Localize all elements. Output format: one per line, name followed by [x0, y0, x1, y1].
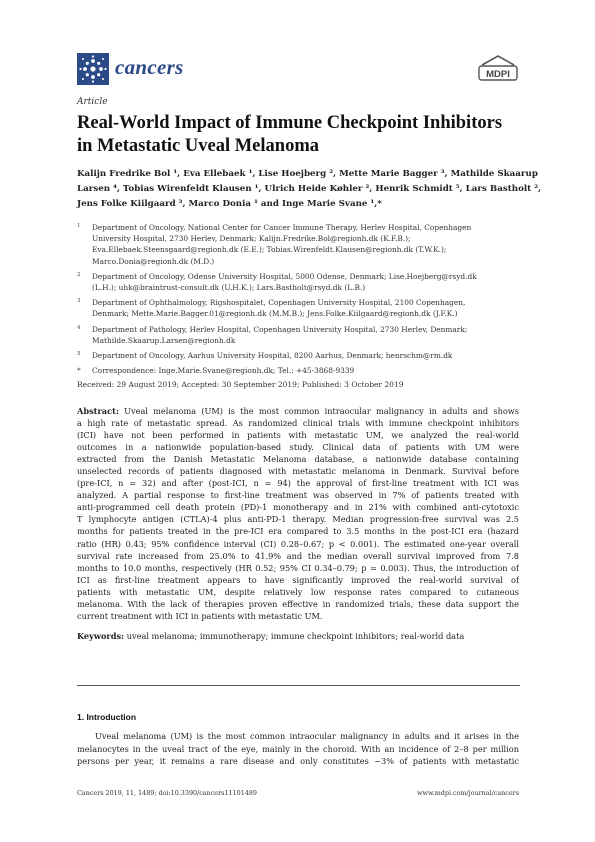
- affiliation-number: 1: [77, 223, 81, 229]
- affiliation-line[interactable]: University Hospital, 2730 Herlev, Denmark; Kalijn.Fredrike.Bol@regionh.dk (K.F.B.);: [92, 234, 411, 244]
- abstract-line: T lymphocyte antigen (CTLA)-4 plus anti-PD-1 therapy. Median progression-free survival was 2.5: [77, 514, 519, 525]
- affiliation-line[interactable]: Mathilde.Skaarup.Larsen@regionh.dk: [92, 335, 236, 345]
- article-title: [77, 112, 527, 158]
- affiliation-number: 4: [77, 324, 81, 331]
- abstract-line: ratio (HR) 0.43; 95% confidence interval (CI) 0.28–0.67; p < 0.001). The estimated one-year overall: [77, 538, 519, 549]
- abstract-line: extracted from the Danish Metastatic Melanoma database, a nationwide database containing: [77, 454, 519, 465]
- introduction-body: [77, 730, 519, 768]
- affiliation-item: [77, 324, 522, 346]
- abstract-line: survival rate increased from 25.0% to 41.9% and the median overall survival improved from 7.8: [77, 550, 519, 561]
- body-line: Uveal melanoma (UM) is the most common intraocular malignancy in adults and it arises in the: [95, 731, 519, 741]
- abstract-line: analyzed. A partial response to first-line treatment was observed in 7% of patients treated with: [77, 490, 519, 501]
- body-line: persons per year, it remains a rare disease and only constitutes ~3% of patients with metastatic: [77, 756, 519, 767]
- svg-text:MDPI: MDPI: [486, 69, 510, 80]
- affiliation-number: 5: [77, 351, 81, 358]
- affiliation-line: Department of Pathology, Herlev Hospital, Copenhagen University Hospital, 2730 Herlev, Denmark;: [92, 324, 468, 334]
- publication-history: Received: 29 August 2019; Accepted: 30 September 2019; Published: 3 October 2019: [77, 380, 404, 389]
- abstract-line: outcomes in a nationwide population-based study. Clinical data of patients with UM were: [77, 442, 519, 453]
- publisher-logo-icon: [476, 55, 520, 83]
- body-line: melanocytes in the uveal tract of the eye, mainly in the choroid. With an incidence of 2–8 per million: [77, 743, 519, 754]
- keywords-text: uveal melanoma; immunotherapy; immune checkpoint inhibitors; real-world data: [126, 631, 465, 641]
- abstract-line: current treatment with ICI in patients with metastatic UM.: [77, 610, 323, 621]
- affiliation-line[interactable]: Denmark; Mette.Marie.Bagger.01@regionh.dk (M.M.B.); Jens.Folke.Kiilgaard@regionh.dk (J.F.K.): [92, 309, 458, 319]
- correspondence-text[interactable]: Correspondence: Inge.Marie.Svane@regionh.dk; Tel.: +45-3868-9339: [92, 366, 355, 376]
- title-line: in Metastatic Uveal Melanoma: [77, 136, 319, 156]
- abstract-line: unselected records of patients diagnosed with metastatic melanoma in Denmark. Survival before: [77, 466, 519, 477]
- affiliation-item: [77, 350, 522, 361]
- abstract-line: ICI as first-line treatment appears to have significantly improved the real-world survival of: [77, 574, 519, 585]
- abstract-line: patients with metastatic UM, despite relatively low response rates compared to cutaneous: [77, 586, 519, 597]
- section-heading: 1. Introduction: [77, 712, 137, 722]
- affiliation-line: Department of Ophthalmology, Rigshospitalet, Copenhagen University Hospital, 2100 Copenhagen,: [92, 298, 466, 308]
- author-line: Jens Folke Kiilgaard ³, Marco Donia ¹ and Inge Marie Svane ¹,*: [77, 199, 382, 209]
- correspondence-mark: *: [77, 366, 81, 376]
- affiliation-item: [77, 222, 522, 267]
- affiliation-number: 2: [77, 271, 81, 278]
- citation: Cancers 2019, 11, 1489; doi:10.3390/cancers11101489: [77, 789, 257, 797]
- affiliation-line[interactable]: Department of Oncology, Aarhus University Hospital, 8200 Aarhus, Denmark; henrschm@rm.dk: [92, 351, 453, 361]
- abstract-line: melanoma. With the lack of therapies proven effective in randomized trials, these data support the: [77, 598, 519, 609]
- author-line: Larsen ⁴, Tobias Wirenfeldt Klausen ¹, Ulrich Heide Køhler ², Henrik Schmidt ⁵, Lars Bastholt ²,: [77, 184, 542, 194]
- author-list: [77, 167, 542, 212]
- article-type: Article: [77, 97, 108, 107]
- affiliation-line[interactable]: Marco.Donia@regionh.dk (M.D.): [92, 256, 215, 266]
- affiliation-line: Department of Oncology, National Center for Cancer Immune Therapy, Herlev Hospital, Copenhagen: [92, 223, 472, 232]
- keywords-label: Keywords:: [77, 631, 125, 641]
- abstract-line: months for patients treated in the pre-ICI era compared to 3.5 months in the post-ICI era (hazard: [77, 526, 519, 537]
- abstract-label: Abstract:: [77, 406, 119, 416]
- affiliation-item: [77, 297, 522, 319]
- title-line: Real-World Impact of Immune Checkpoint Inhibitors: [77, 113, 503, 133]
- abstract-line: a high rate of metastatic spread. As randomized clinical trials with immune checkpoint inhibitors: [77, 418, 519, 429]
- affiliation-line[interactable]: (L.H.); uhk@braintrust-consult.dk (U.H.K.); Lars.Bastholt@rsyd.dk (L.B.): [92, 283, 366, 293]
- affiliations: [77, 222, 522, 376]
- correspondence: [77, 365, 522, 376]
- journal-url-link[interactable]: www.mdpi.com/journal/cancers: [417, 789, 519, 797]
- affiliation-line[interactable]: Eva.Ellebaek.Steensgaard@regionh.dk (E.E.); Tobias.Wirenfeldt.Klausen@regionh.dk (T.W.K.);: [92, 245, 447, 255]
- abstract-line: anti-programmed cell death protein (PD)-1 monotherapy and in 21% with combined anti-cytotoxic: [77, 502, 519, 513]
- affiliation-number: 3: [77, 298, 81, 305]
- keywords: [77, 631, 464, 641]
- affiliation-item: [77, 271, 522, 293]
- journal-logo-icon: [77, 53, 109, 85]
- abstract-line: (ICI) have not been performed in patients with metastatic UM, we analyzed the real-world: [77, 430, 519, 441]
- divider: [77, 685, 520, 686]
- abstract-line: (pre-ICI, n = 32) and after (post-ICI, n = 94) the approval of first-line treatment with ICI was: [77, 478, 519, 489]
- abstract-line: months to 10.0 months, respectively (HR 0.52; 95% CI 0.34–0.79; p = 0.003). Thus, the introduction of: [77, 562, 519, 573]
- abstract: [77, 405, 519, 622]
- journal-name: cancers: [115, 55, 184, 79]
- affiliation-line[interactable]: Department of Oncology, Odense University Hospital, 5000 Odense, Denmark; Lise.Hoejberg@rsyd.dk: [92, 271, 477, 281]
- author-line: Kalijn Fredrike Bol ¹, Eva Ellebaek ¹, Lise Hoejberg ², Mette Marie Bagger ³, Mathilde Skaarup: [77, 169, 538, 179]
- abstract-line: Abstract: Uveal melanoma (UM) is the most common intraocular malignancy in adults and shows: [77, 406, 519, 416]
